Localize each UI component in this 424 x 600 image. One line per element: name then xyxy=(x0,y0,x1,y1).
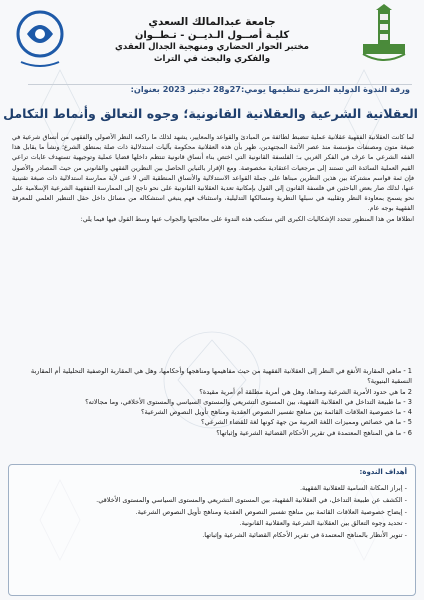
goals-box xyxy=(8,464,416,596)
university-name: جامعة عبدالمالك السعدي xyxy=(148,15,276,28)
goal-item: - تحديد وجوه التعالق بين العقلانية الشرعية والعقلانية القانونية. xyxy=(239,519,407,528)
questions-list xyxy=(14,366,412,438)
lab-name-continued: والفكري والبحث في التراث xyxy=(153,53,271,64)
question-item: 6 - ما هي المناهج المعتمدة في تقرير الأحكام القضائية الشرعية وإثباتها؟ xyxy=(216,428,412,437)
question-item: 1 - ماهي المقاربة الأنفع في النظر إلى العقلانية الفقهية من حيث مفاهيمها ومناهجها وأحكامها، وهل هي المقاربة الوصفية التحليلية أم المقاربة النسقية البنيوية؟ xyxy=(30,367,412,386)
question-item: 5 - ما هي خصائص ومميزات اللغة العربية من جهة كونها لغة للقضاء الشرعي؟ xyxy=(200,418,412,427)
institution-heading xyxy=(70,15,354,66)
symposium-notice: ورقة الندوة الدولية المزمع تنظيمها يومي:27و28 دجنبر 2023 بعنوان: xyxy=(130,84,410,94)
goal-item: - الكشف عن طبيعة التداخل، في العقلانية الفقهية، بين المستوى التشريعي والمستوى السياسي والمستوى الأخلاقي. xyxy=(96,495,407,504)
goals-title: أهداف الندوة: xyxy=(359,468,407,476)
goal-item: - إيضاح خصوصية العلاقات القائمة بين مناهج تفسير النصوص العقدية ومناهج تأويل النصوص الشرعية. xyxy=(135,507,407,516)
laboratory-emblem-logo-icon xyxy=(10,3,70,77)
question-item: 3 - ما طبيعة التداخل في العقلانية الفقهية، بين المستوى التشريعي والمستوى السياسي والمستوى الأخلاقي، وما مجالاته؟ xyxy=(85,397,412,406)
page-header xyxy=(0,0,424,80)
lab-name: مختبر الحوار الحضاري ومنهجية الجدال العقدي xyxy=(115,42,309,53)
goal-item: - إبراز المكانة السامية للعقلانية الفقهية. xyxy=(299,484,407,492)
intro-text xyxy=(12,133,414,225)
question-item: 2 ما هي حدود الأمرية الشرعية ومداها، وهل هي أمرية مطلقة أم أمرية مقيدة؟ xyxy=(199,387,412,396)
goals-list xyxy=(19,483,407,542)
goal-item: - تنوير الأنظار بالمناهج المعتمدة في تقرير الأحكام القضائية الشرعية وإثباتها. xyxy=(202,531,407,540)
page-title: العقلانية الشرعية والعقلانية القانونية؛ وجوه التعالق وأنماط التكامل xyxy=(3,106,418,121)
university-tower-logo-icon xyxy=(354,3,414,77)
intro-paragraph: انطلاقا من هذا المنظور تتحدد الإشكاليات الكبرى التي ستكتب هذه الندوة على معالجتها والجواب عنها وسط القول فيها فيما يلي: xyxy=(80,215,414,223)
question-item: 4 - ما خصوصية العلاقات القائمة بين مناهج تفسير النصوص العقدية ومناهج تأويل النصوص الشرعية؟ xyxy=(141,408,412,417)
faculty-name: كليـة أصــول الـديــن - تـطــوان xyxy=(134,29,290,41)
intro-paragraph: لما كانت العقلانية الفقهية عقلانية عملية تنضبط لطائفة من المبادئ والقواعد والمعايير، يشهد لذلك ما راكمه النظر الأصولي والفقهي من أنساق شرعية في صيغة متون ومصنفات مؤسسة منذ عصر الأئمة المجتهدين، ظهر بأن هذه العقلانية محكومة بآليات استدلالية ذات صلة بمنطق الشرع؛ ونشأ ما يقابل هذا الفقه الشرعي ما عرف في الفكر الغربي بـ: الفلسفة القانونية التي اختص بناء أنساق قانونية تنتظم داخلها قضايا عملية وتوجيهية تستهدف غايات تراعي القيم العملية السائدة التي تستند إلى مرجعيات اعتقادية مخصوصة. ومع الإقرار بالتباين الحاصل بين النظرين الفقهي والقانوني من حيث المصادر والأصول فإن ثمة قواسم مشتركة بين هذين النظرين مبناها على جملة القواعد الاستدلالية والأنساق المنطقية التي لا غنى لأية ممارسة استدلالية ذات صبغة تقنينية عنها، لذلك صار بعض الباحثين في فلسفة القانون إلى القول بإمكانية تعدية العقلانية القانونية على نحو ناجح إلى الممارسة التفقهية الشرعية الإسلامية على نحو يسمح بمعاودة النظر وتقليبه في سبلها النظرية ومسالكها التدليلية، واستئناف فهم ينبغي استشكاله من مسائل داخل حقل التنظير العلمي للمعرفة الفقهية بوجه عام. xyxy=(12,134,414,213)
